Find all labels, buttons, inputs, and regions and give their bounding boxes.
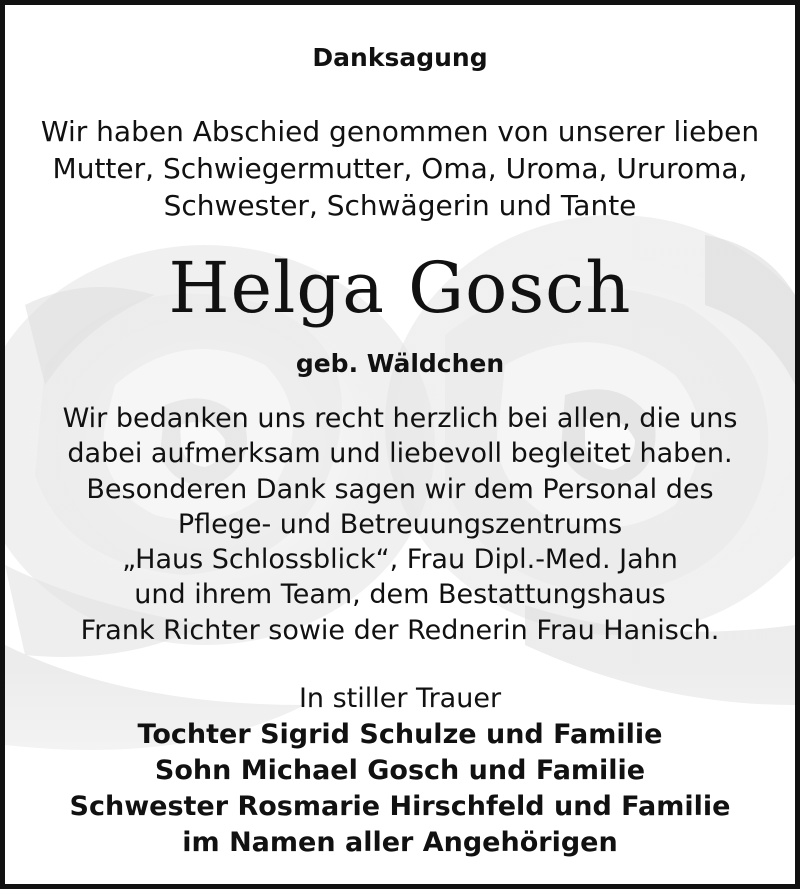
thanks-line: dabei aufmerksam und liebevoll begleitet haben. <box>67 438 733 470</box>
thanks-line: Frank Richter sowie der Rednerin Frau Hanisch. <box>80 614 720 646</box>
intro-line: Schwester, Schwägerin und Tante <box>163 189 637 222</box>
mourning-section <box>5 681 795 861</box>
thanks-line: Wir bedanken uns recht herzlich bei allen, die uns <box>62 403 738 434</box>
thanks-line: „Haus Schlossblick“, Frau Dipl.-Med. Jahn <box>122 544 678 576</box>
notice-text <box>5 5 795 884</box>
deceased-name: Helga Gosch <box>168 247 632 329</box>
mourner-line: Schwester Rosmarie Hirschfeld und Familie <box>69 791 731 822</box>
thanks-paragraph <box>5 401 795 648</box>
maiden-name: geb. Wäldchen <box>295 349 505 378</box>
mourning-heading: In stiller Trauer <box>298 683 502 714</box>
intro-line: Wir haben Abschied genommen von unserer lieben <box>40 115 760 148</box>
thanks-line: und ihrem Team, dem Bestattungshaus <box>134 579 666 611</box>
thanks-line: Pflege- und Betreuungszentrums <box>177 508 623 540</box>
thanks-line: Besonderen Dank sagen wir dem Personal des <box>86 473 714 505</box>
notice-title: Danksagung <box>312 43 488 72</box>
mourner-line: im Namen aller Angehörigen <box>182 827 618 858</box>
mourner-line: Tochter Sigrid Schulze und Familie <box>137 719 663 750</box>
mourner-line: Sohn Michael Gosch und Familie <box>154 755 646 786</box>
intro-line: Mutter, Schwiegermutter, Oma, Uroma, Ururoma, <box>52 152 748 185</box>
intro-paragraph <box>5 113 795 224</box>
